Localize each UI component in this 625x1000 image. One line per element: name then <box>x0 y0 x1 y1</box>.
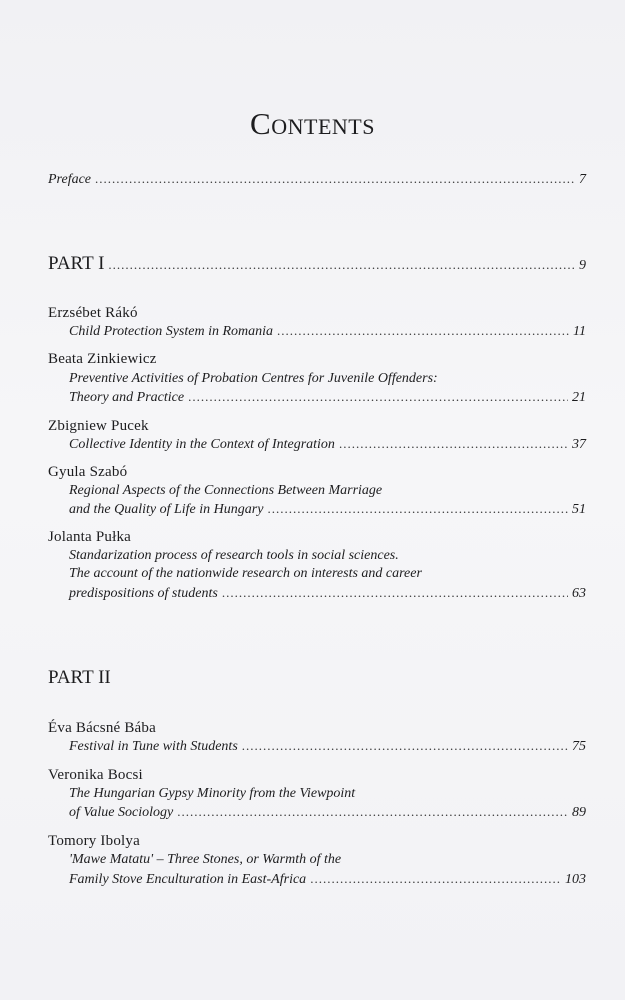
toc-entry[interactable] <box>69 435 586 454</box>
dot-leader <box>242 737 568 755</box>
toc-page-number: 11 <box>573 324 586 339</box>
toc-author: Erzsébet Rákó <box>48 305 138 321</box>
toc-author: Zbigniew Pucek <box>48 418 149 434</box>
dot-leader <box>267 500 568 518</box>
page-title: Contents <box>250 106 375 141</box>
toc-entry-title: Festival in Tune with Students <box>69 739 238 754</box>
toc-part-1[interactable] <box>48 252 586 278</box>
toc-entry[interactable] <box>69 737 586 756</box>
dot-leader <box>277 322 569 340</box>
toc-author: Veronika Bocsi <box>48 767 143 783</box>
dot-leader <box>310 870 561 888</box>
toc-page-number: 37 <box>572 437 586 452</box>
dot-leader <box>339 435 568 453</box>
toc-entry-title: and the Quality of Life in Hungary <box>69 502 264 517</box>
toc-entry[interactable] <box>69 803 586 822</box>
toc-entry-preface[interactable] <box>48 170 586 189</box>
dot-leader <box>95 170 575 188</box>
toc-author: Jolanta Pułka <box>48 529 132 545</box>
toc-entry-title-line: Preventive Activities of Probation Centres for Juvenile Offenders: <box>69 371 438 386</box>
toc-page-number: 89 <box>572 805 586 820</box>
part-heading[interactable]: PART II <box>48 667 111 688</box>
toc-entry-title: Preface <box>48 172 92 187</box>
toc-entry-title-line: Standarization process of research tools in social sciences. <box>69 548 399 563</box>
dot-leader <box>188 388 568 406</box>
toc-entry-title-line: The account of the nationwide research on interests and career <box>69 566 422 581</box>
toc-entry-title: Theory and Practice <box>69 390 185 405</box>
toc-page-number: 7 <box>579 172 586 187</box>
toc-entry[interactable] <box>69 584 586 603</box>
toc-entry-title-line: Regional Aspects of the Connections Between Marriage <box>69 483 383 498</box>
toc-author: Éva Bácsné Bába <box>48 720 156 736</box>
dot-leader <box>222 584 568 602</box>
toc-page-number: 9 <box>579 258 586 273</box>
toc-entry[interactable] <box>69 870 586 889</box>
toc-author: Gyula Szabó <box>48 464 128 480</box>
toc-entry[interactable] <box>69 388 586 407</box>
toc-entry-title-line: 'Mawe Matatu' – Three Stones, or Warmth of the <box>69 852 342 867</box>
toc-entry-title: of Value Sociology <box>69 805 174 820</box>
toc-entry-title: Child Protection System in Romania <box>69 324 274 339</box>
toc-page-number: 51 <box>572 502 586 517</box>
toc-entry-title: predispositions of students <box>69 586 218 601</box>
toc-page-number: 63 <box>572 586 586 601</box>
dot-leader <box>108 253 575 277</box>
toc-entry-title: Family Stove Enculturation in East-Africa <box>69 872 307 887</box>
toc-page-number: 75 <box>572 739 586 754</box>
toc-entry-title: Collective Identity in the Context of Integration <box>69 437 335 452</box>
toc-entry-title-line: The Hungarian Gypsy Minority from the Viewpoint <box>69 786 356 801</box>
toc-entry[interactable] <box>69 322 586 341</box>
toc-author: Beata Zinkiewicz <box>48 351 157 367</box>
dot-leader <box>177 803 568 821</box>
toc-author: Tomory Ibolya <box>48 833 140 849</box>
toc-entry[interactable] <box>69 500 586 519</box>
part-heading: PART I <box>48 253 105 274</box>
toc-page-number: 21 <box>572 390 586 405</box>
toc-page-number: 103 <box>565 872 586 887</box>
